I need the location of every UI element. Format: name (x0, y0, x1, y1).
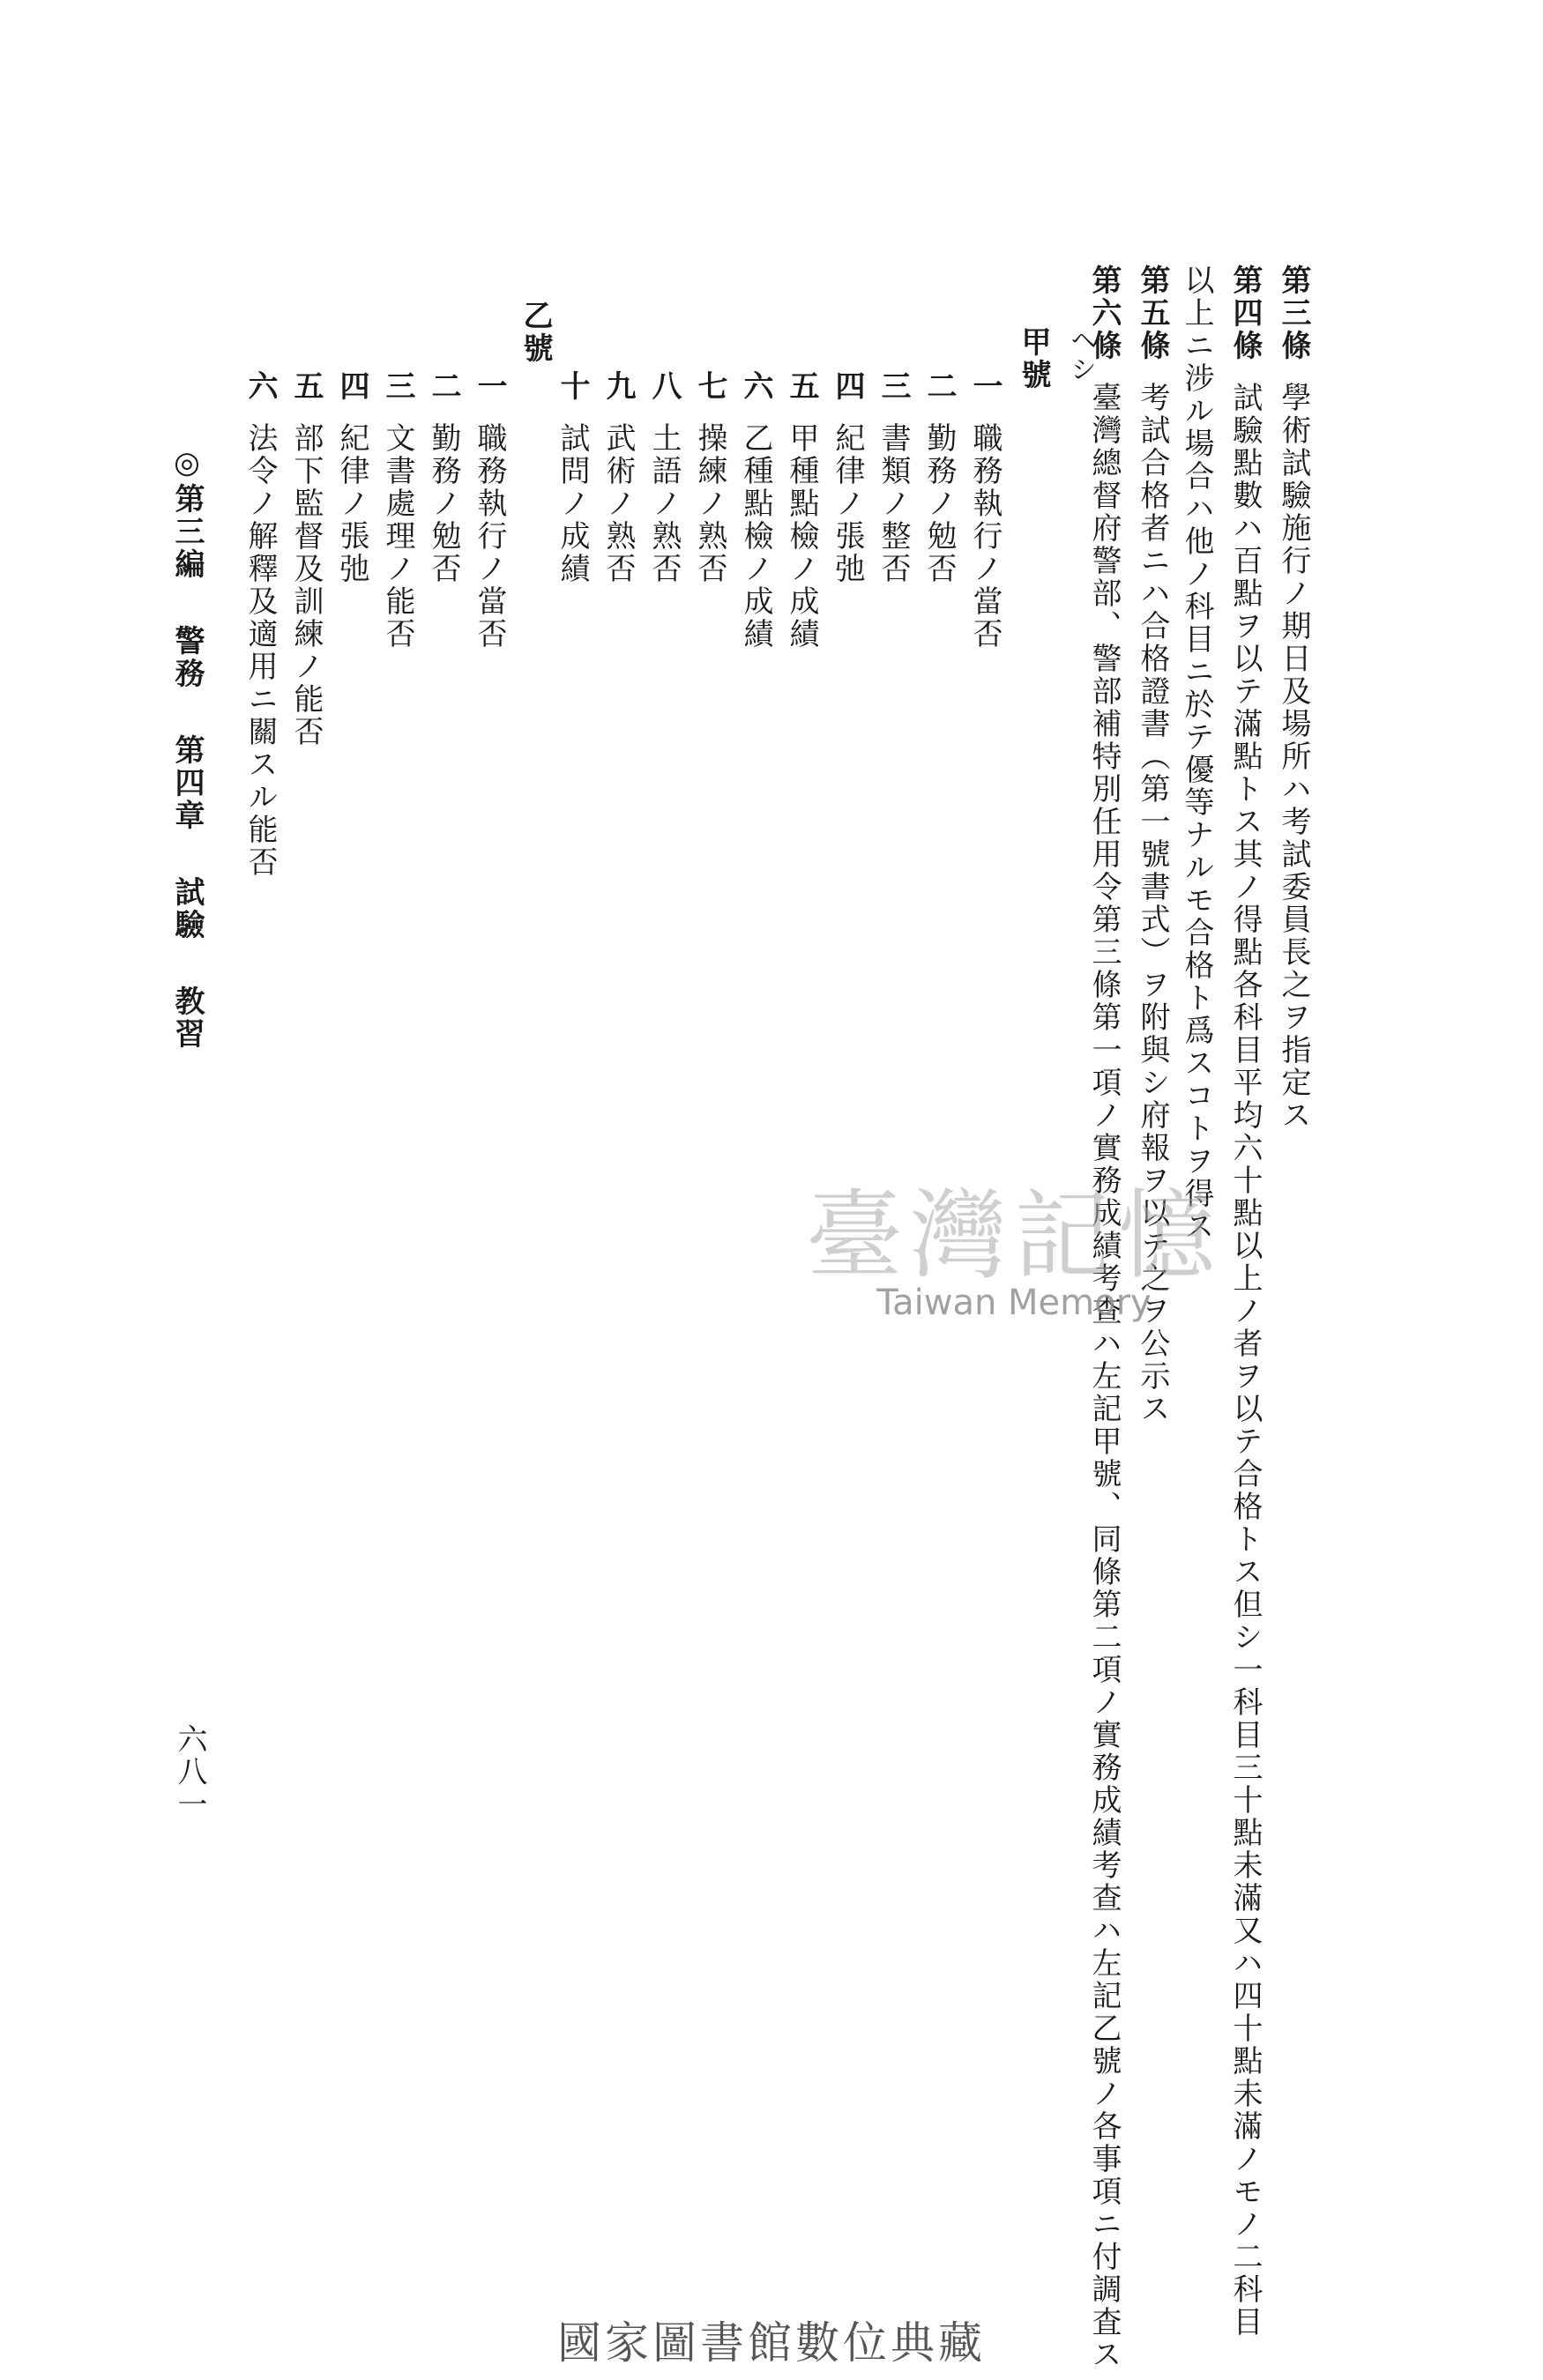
running-title-section: 警務 (169, 625, 205, 690)
watermark-cjk: 臺灣記憶 (806, 1179, 1222, 1292)
running-title-chapter: 第四章 (169, 734, 205, 832)
group-b-item-3: 三文書處理ノ能否 (380, 370, 415, 651)
group-b-item-6: 六法令ノ解釋及適用ニ關スル能否 (242, 370, 278, 879)
group-b-item-2: 二勤務ノ勉否 (426, 370, 461, 585)
running-title (169, 445, 205, 1051)
group-a-item-7: 七操練ノ熟否 (692, 370, 727, 585)
group-b-item-5: 五部下監督及訓練ノ能否 (288, 370, 324, 748)
group-a-item-9: 九武術ノ熟否 (600, 370, 636, 585)
group-a-item-2: 二勤務ノ勉否 (921, 370, 957, 585)
watermark-en: Taiwan Memory (876, 1282, 1152, 1323)
page-number: 六八一 (172, 1723, 207, 1821)
article-text: 考試合格者ニハ合格證書（第一號書式）ヲ附與シ府報ヲ以テ之ヲ公示ス (1135, 382, 1170, 1425)
article-text: 以上ニ涉ル場合ハ他ノ科目ニ於テ優等ナルモ合格ト爲スコトヲ得ス (1179, 264, 1214, 1243)
article-6-tail (1065, 326, 1096, 384)
group-a-item-10: 十試問ノ成績 (555, 370, 590, 585)
group-a-item-6: 六乙種點檢ノ成績 (738, 370, 773, 651)
group-a-item-3: 三書類ノ整否 (876, 370, 911, 585)
group-b-title: 乙號 (518, 300, 553, 365)
article-text: 學術試驗施行ノ期日及場所ハ考試委員長之ヲ指定ス (1276, 382, 1311, 1132)
group-b-item-1: 一職務執行ノ當否 (472, 370, 507, 651)
footer-credit: 國家圖書館數位典藏 (557, 2317, 986, 2369)
group-b-item-4: 四紀律ノ張弛 (334, 370, 369, 585)
article-5 (1135, 264, 1170, 1425)
article-text: 試驗點數ハ百點ヲ以テ滿點トス其ノ得點各科目平均六十點以上ノ者ヲ以テ合格トス但シ一科目三十點未滿又ハ四十點未滿ノモノ二科目 (1227, 382, 1263, 2339)
article-3 (1276, 264, 1311, 1132)
group-a-item-1: 一職務執行ノ當否 (967, 370, 1003, 651)
running-title-topic2: 教習 (169, 985, 205, 1051)
article-label: 第四條 (1227, 264, 1263, 362)
article-text: 臺灣總督府警部、警部補特別任用令第三條第一項ノ實務成績考查ハ左記甲號、同條第二項ノ實務成績考查ハ左記乙號ノ各事項ニ付調査ス (1086, 382, 1122, 2371)
group-a-item-8: 八土語ノ熟否 (646, 370, 682, 585)
group-a-title: 甲號 (1016, 326, 1051, 391)
article-text: ヘシ (1065, 326, 1096, 384)
running-title-topic1: 試驗 (169, 876, 205, 941)
running-title-part: 第三編 (169, 483, 205, 581)
article-label: 第三條 (1276, 264, 1311, 362)
article-label: 第六條 (1086, 264, 1122, 362)
group-a-item-4: 四紀律ノ張弛 (830, 370, 865, 585)
article-4 (1227, 264, 1263, 2339)
running-title-mark: ◎ (169, 445, 205, 483)
article-6 (1086, 264, 1122, 2371)
article-label: 第五條 (1135, 264, 1170, 362)
article-4-continued (1179, 264, 1214, 1243)
group-a-item-5: 五甲種點檢ノ成績 (784, 370, 819, 651)
